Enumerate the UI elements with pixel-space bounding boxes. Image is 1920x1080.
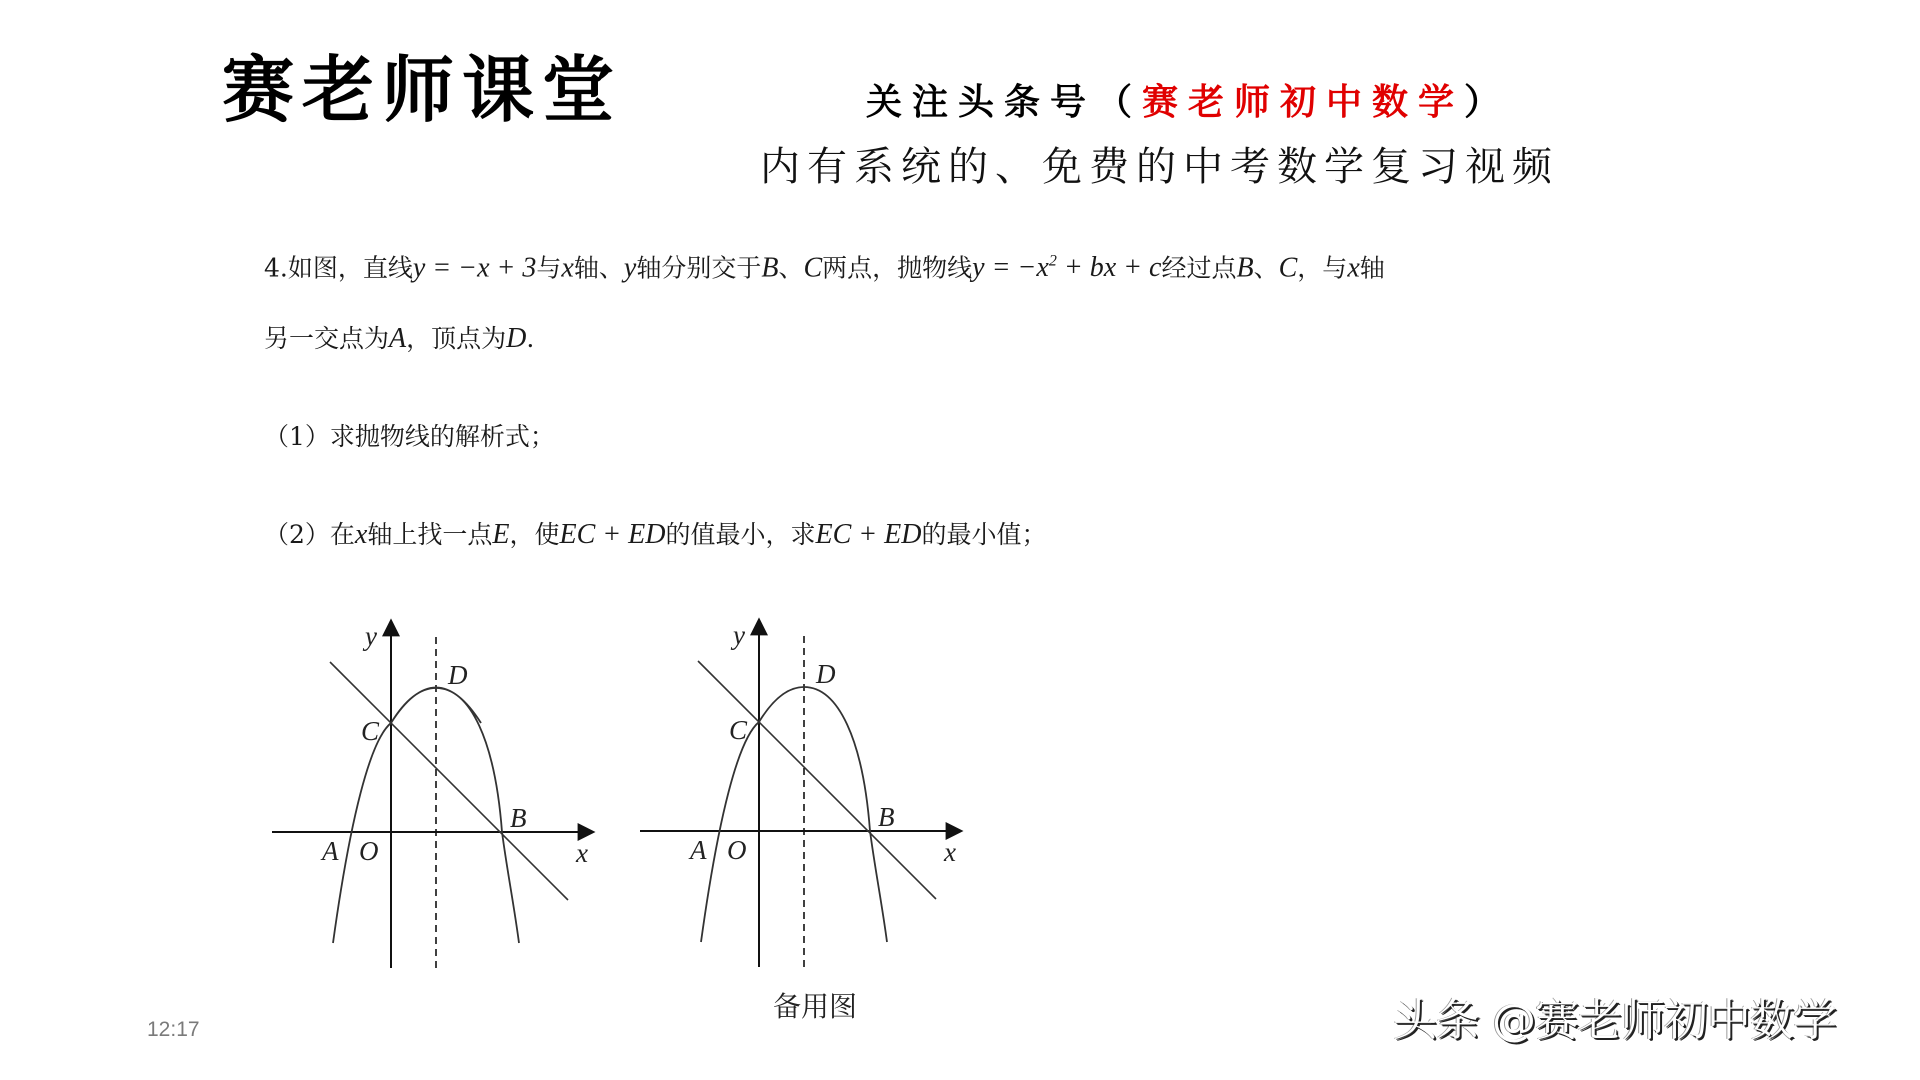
- text: 、: [778, 253, 804, 283]
- label-b: B: [510, 803, 527, 833]
- label-d: D: [816, 659, 836, 689]
- text: ，使: [509, 520, 560, 549]
- label-c: C: [361, 716, 380, 746]
- label-y: y: [365, 621, 377, 651]
- point-d: D: [506, 323, 527, 354]
- label-y: y: [733, 620, 745, 650]
- timestamp: 12:17: [147, 1018, 200, 1041]
- line-equation: y = −x + 3: [412, 252, 537, 284]
- label-a: A: [322, 836, 339, 866]
- text: .: [526, 324, 535, 353]
- text: 轴上找一点: [367, 520, 493, 549]
- text: 与: [536, 253, 562, 283]
- var-y: y: [623, 252, 637, 284]
- exponent: 2: [1048, 253, 1057, 270]
- text: 轴: [1359, 253, 1385, 283]
- point-b: B: [1236, 252, 1254, 284]
- label-c: C: [729, 715, 748, 745]
- text: 、: [1253, 253, 1279, 283]
- point-e: E: [492, 519, 510, 550]
- question-part-1: （1）求抛物线的解析式；: [264, 422, 555, 451]
- var-x: x: [561, 252, 574, 284]
- point-b: B: [761, 252, 779, 284]
- label-d: D: [448, 660, 468, 690]
- expression: EC + ED: [559, 519, 666, 550]
- eq-part: + bx + c: [1056, 252, 1162, 284]
- label-o: O: [359, 836, 379, 866]
- text: （2）在: [264, 520, 355, 549]
- eq-part: y = −x: [972, 252, 1049, 284]
- follow-account-name: 赛老师初中数学: [1142, 81, 1465, 123]
- figure-1: [272, 621, 592, 968]
- figure-2: [640, 620, 960, 967]
- text: ，顶点为: [406, 324, 507, 353]
- brand-title: 赛老师课堂: [222, 47, 623, 132]
- text: 经过点: [1161, 253, 1237, 283]
- var-x: x: [354, 519, 368, 550]
- text: 的最小值；: [921, 520, 1047, 549]
- label-a: A: [690, 835, 707, 865]
- point-c: C: [803, 252, 823, 284]
- text: 4.如图，直线: [264, 253, 413, 283]
- point-a: A: [389, 323, 407, 354]
- label-o: O: [727, 835, 747, 865]
- follow-prefix: 关注头条号（: [866, 81, 1143, 123]
- text: 另一交点为: [264, 324, 390, 353]
- text: 轴分别交于: [636, 253, 762, 283]
- promo-text: 内有系统的、免费的中考数学复习视频: [760, 144, 1559, 190]
- text: 两点，抛物线: [822, 253, 973, 283]
- text: ，与: [1297, 253, 1348, 283]
- follow-suffix: ）: [1464, 81, 1511, 123]
- expression: EC + ED: [815, 519, 922, 550]
- var-x: x: [1347, 252, 1360, 284]
- backup-figure-caption: 备用图: [773, 990, 858, 1023]
- label-x: x: [576, 838, 588, 868]
- point-c: C: [1278, 252, 1298, 284]
- label-x: x: [944, 837, 956, 867]
- watermark: 头条 @赛老师初中数学: [1393, 995, 1836, 1046]
- text: 的值最小，求: [665, 520, 816, 549]
- text: 轴、: [573, 253, 624, 283]
- label-b: B: [878, 802, 895, 832]
